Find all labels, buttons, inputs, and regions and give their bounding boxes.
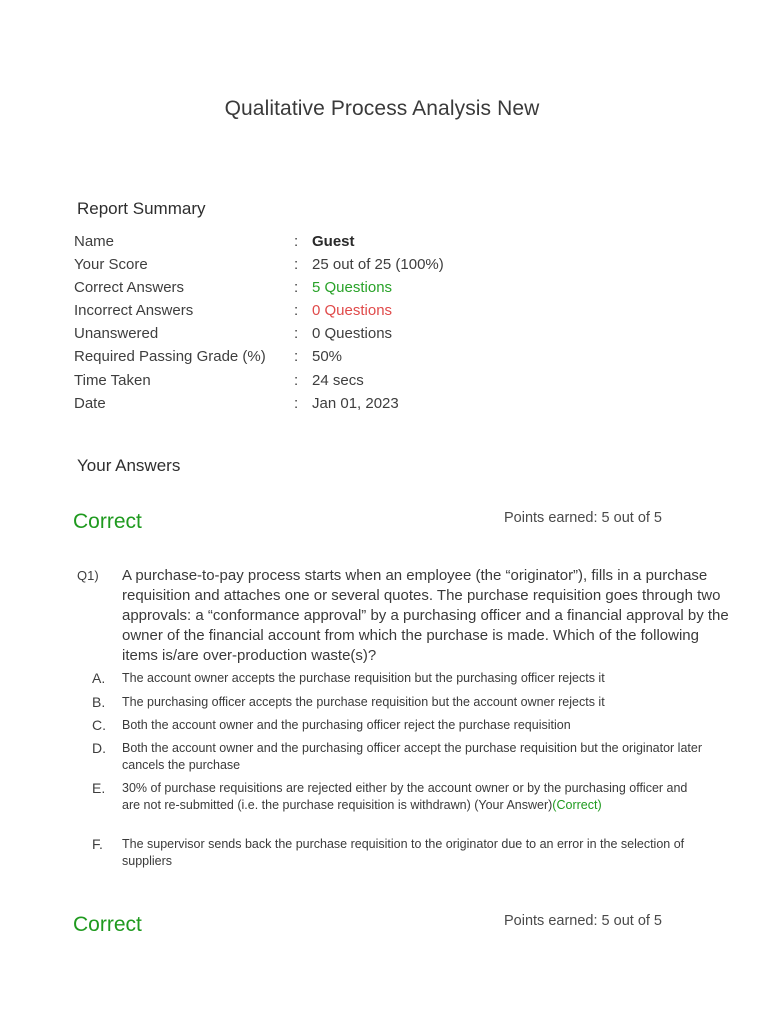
summary-row-time-taken (74, 371, 534, 394)
summary-value-name: Guest (312, 233, 355, 250)
summary-label: Required Passing Grade (%) (74, 348, 266, 366)
your-answers-heading: Your Answers (77, 456, 181, 475)
points-earned: Points earned: 5 out of 5 (504, 510, 662, 526)
summary-row-unanswered (74, 324, 534, 347)
summary-value-score: 25 out of 25 (100%) (312, 256, 444, 274)
option-letter: D. (92, 740, 106, 756)
question-number: Q1) (77, 568, 99, 583)
summary-separator: : (294, 256, 299, 274)
option-text: Both the account owner and the purchasing officer reject the purchase requisition (122, 718, 571, 732)
summary-label: Incorrect Answers (74, 302, 194, 320)
option-letter: A. (92, 670, 106, 686)
option-text: The purchasing officer accepts the purchase requisition but the account owner rejects it (122, 695, 605, 709)
summary-row-passing-grade (74, 347, 534, 370)
summary-value-correct: 5 Questions (312, 279, 393, 297)
result-status-correct: Correct (73, 510, 142, 533)
summary-separator: : (294, 279, 299, 297)
option-letter: E. (92, 780, 106, 796)
summary-table (74, 232, 534, 417)
summary-row-name (74, 232, 534, 255)
summary-row-date (74, 394, 534, 417)
summary-value-incorrect: 0 Questions (312, 302, 393, 320)
option-letter: C. (92, 717, 106, 733)
summary-separator: : (294, 371, 299, 389)
summary-row-score (74, 255, 534, 278)
result-status-correct: Correct (73, 913, 142, 936)
summary-label: Name (74, 233, 115, 250)
option-text: Both the account owner and the purchasing officer accept the purchase requisition but the originator later cancels the purchase (122, 741, 702, 772)
points-earned: Points earned: 5 out of 5 (504, 913, 662, 929)
option-text (122, 780, 702, 814)
summary-separator: : (294, 325, 299, 343)
summary-row-incorrect (74, 301, 534, 324)
option-text-body: 30% of purchase requisitions are rejected either by the account owner or by the purchasing officer and are not re-submitted (i.e. the purchase requisition is withdrawn) (Your Answer) (122, 781, 688, 812)
option-text: The supervisor sends back the purchase requisition to the originator due to an error in the selection of suppliers (122, 837, 685, 868)
summary-label: Your Score (74, 256, 148, 274)
summary-label: Date (74, 394, 106, 412)
summary-label: Time Taken (74, 371, 151, 389)
document-title: Qualitative Process Analysis New (224, 97, 540, 120)
summary-value-date: Jan 01, 2023 (312, 394, 399, 412)
summary-row-correct (74, 278, 534, 301)
summary-separator: : (294, 394, 299, 412)
report-summary-heading: Report Summary (77, 199, 206, 218)
option-text: The account owner accepts the purchase requisition but the purchasing officer rejects it (122, 671, 605, 685)
correct-answer-mark: (Correct) (552, 798, 602, 812)
summary-separator: : (294, 233, 299, 250)
summary-label: Unanswered (74, 325, 159, 343)
summary-value-unanswered: 0 Questions (312, 325, 393, 343)
summary-separator: : (294, 302, 299, 320)
summary-separator: : (294, 348, 299, 366)
summary-value-time-taken: 24 secs (312, 371, 364, 389)
option-letter: B. (92, 694, 106, 710)
summary-label: Correct Answers (74, 279, 185, 297)
option-letter: F. (92, 836, 103, 852)
summary-value-passing-grade: 50% (312, 348, 343, 366)
question-text: A purchase-to-pay process starts when an employee (the “originator”), fills in a purchase requisition and attaches one or several quotes. The purchase requisition goes through two approvals: a “conformance approval” by a purchasing officer and a financial approval by the owner of the financial account from which the purchase is made. Which of the following items is/are over-production waste(s)? (122, 567, 729, 664)
